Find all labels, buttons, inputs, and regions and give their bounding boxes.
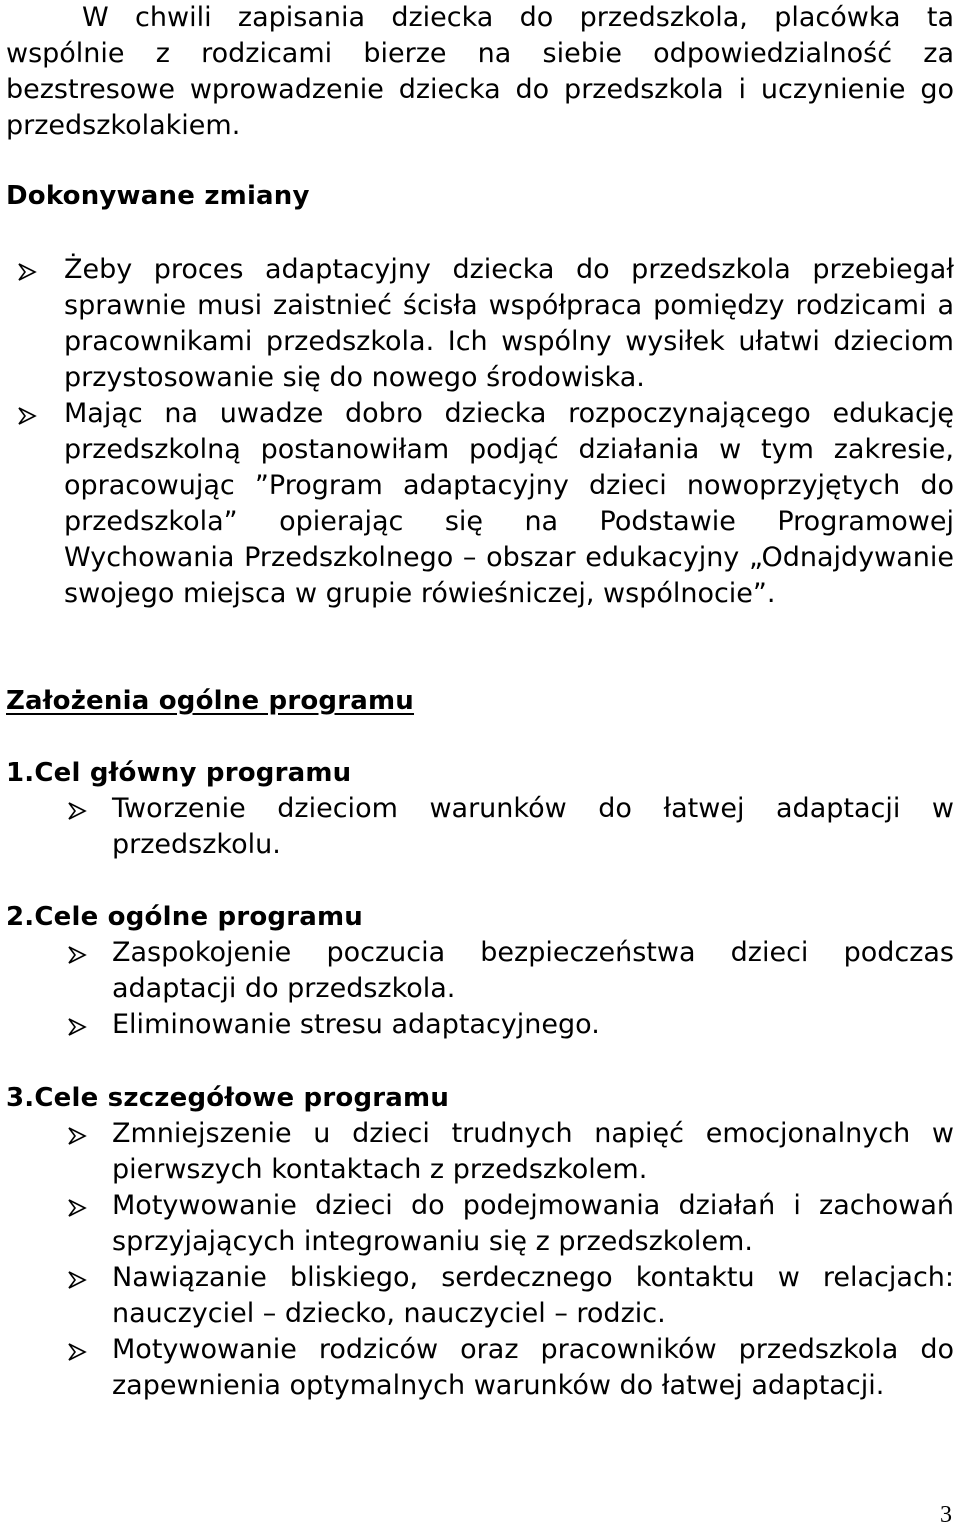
list-item <box>6 396 954 612</box>
arrowhead-bullet-icon <box>66 1332 88 1368</box>
goals-general-title: 2.Cele ogólne programu <box>6 902 363 932</box>
section-heading-assumptions: Założenia ogólne programu <box>6 686 415 716</box>
arrowhead-bullet-icon <box>66 1260 88 1296</box>
arrowhead-bullet-icon <box>16 396 38 432</box>
goals-general-list <box>54 935 954 1043</box>
list-item-text: Zmniejszenie u dzieci trudnych napięć emocjonalnych w pierwszych kontaktach z przedszkolem. <box>112 1118 954 1185</box>
list-item-text: Mając na uwadze dobro dziecka rozpoczynającego edukację przedszkolną postanowiłam podjąć działania w tym zakresie, opracowując ”Program adaptacyjny dzieci nowoprzyjętych do przedszkola” opierając się na Podstawie Programowej Wychowania Przedszkolnego – obszar edukacyjny „Odnajdywanie swojego miejsca w grupie rówieśniczej, wspólnocie”. <box>64 398 954 609</box>
intro-paragraph: W chwili zapisania dziecka do przedszkola, placówka ta wspólnie z rodzicami bierze na siebie odpowiedzialność za bezstresowe wprowadzenie dziecka do przedszkola i uczynienie go przedszkolakiem. <box>6 2 954 141</box>
section-heading-changes: Dokonywane zmiany <box>6 181 310 211</box>
list-item-text: Żeby proces adaptacyjny dziecka do przedszkola przebiegał sprawnie musi zaistnieć ścisła współpraca pomiędzy rodzicami a pracownikami przedszkola. Ich wspólny wysiłek ułatwi dzieciom przystosowanie się do nowego środowiska. <box>64 254 954 393</box>
list-item <box>54 1116 954 1188</box>
list-item <box>54 935 954 1007</box>
list-item <box>6 252 954 396</box>
list-item-text: Tworzenie dzieciom warunków do łatwej adaptacji w przedszkolu. <box>112 793 954 860</box>
list-item <box>54 1332 954 1404</box>
arrowhead-bullet-icon <box>66 1188 88 1224</box>
list-item-text: Motywowanie rodziców oraz pracowników przedszkola do zapewnienia optymalnych warunków do łatwej adaptacji. <box>112 1334 954 1401</box>
list-item <box>54 1188 954 1260</box>
list-item-text: Nawiązanie bliskiego, serdecznego kontaktu w relacjach: nauczyciel – dziecko, nauczyciel – rodzic. <box>112 1262 954 1329</box>
goals-detailed-title: 3.Cele szczegółowe programu <box>6 1083 450 1113</box>
arrowhead-bullet-icon <box>66 935 88 971</box>
list-item <box>54 1007 954 1043</box>
arrowhead-bullet-icon <box>66 1007 88 1043</box>
goals-detailed-list <box>54 1116 954 1404</box>
list-item-text: Eliminowanie stresu adaptacyjnego. <box>112 1009 600 1040</box>
arrowhead-bullet-icon <box>66 1116 88 1152</box>
list-item-text: Zaspokojenie poczucia bezpieczeństwa dzieci podczas adaptacji do przedszkola. <box>112 937 954 1004</box>
list-item <box>54 791 954 863</box>
goal-main-list <box>54 791 954 863</box>
list-item <box>54 1260 954 1332</box>
list-item-text: Motywowanie dzieci do podejmowania działań i zachowań sprzyjających integrowaniu się z przedszkolem. <box>112 1190 954 1257</box>
arrowhead-bullet-icon <box>16 252 38 288</box>
goal-main-title: 1.Cel główny programu <box>6 758 352 788</box>
arrowhead-bullet-icon <box>66 791 88 827</box>
page-number: 3 <box>940 1502 952 1528</box>
changes-bullet-list <box>6 252 954 612</box>
